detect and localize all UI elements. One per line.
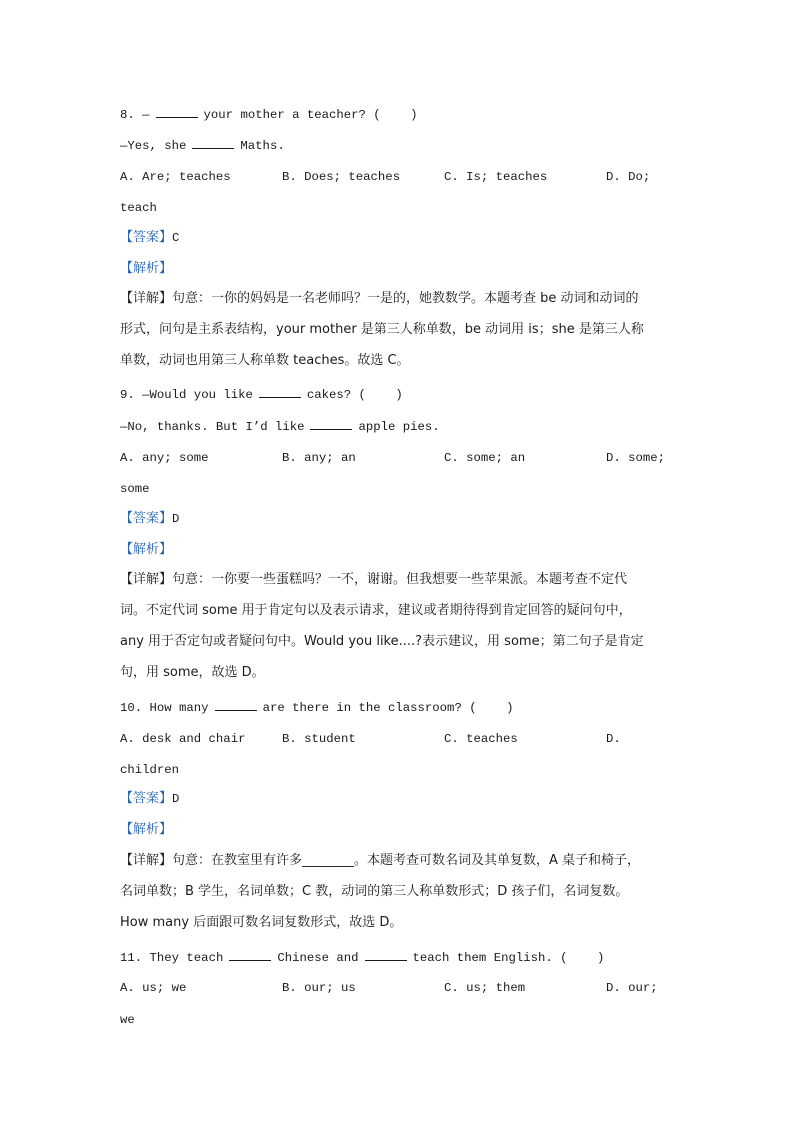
analysis-tag-line: [120, 821, 172, 838]
option-d-continued: some: [120, 482, 150, 496]
detail-line: 【详解】句意：在教室里有许多________。本题考查可数名词及其单复数，A 桌子和椅子，: [120, 853, 641, 868]
answer-tag: 【答案】: [120, 791, 173, 806]
option-d: D. our;: [606, 981, 658, 995]
detail-line: 单数，动词也用第三人称单数 teaches。故选 C。: [120, 353, 410, 368]
answer-blank: [310, 418, 352, 430]
detail-line: 名词单数；B 学生，名词单数；C 教，动词的第三人称单数形式；D 孩子们，名词复数。: [120, 884, 629, 899]
answer-value: D: [172, 512, 180, 526]
option-b: B. any; an: [282, 451, 356, 465]
option-a: A. us; we: [120, 981, 187, 995]
analysis-tag-line: [120, 260, 172, 277]
answer-blank: [259, 386, 301, 398]
option-d-continued: children: [120, 763, 180, 777]
option-d: D. some;: [606, 451, 666, 465]
detail-line: 词。不定代词 some 用于肯定句以及表示请求，建议或者期待得到肯定回答的疑问句中，: [120, 603, 632, 618]
option-d: D. Do;: [606, 170, 651, 184]
option-a: A. any; some: [120, 451, 209, 465]
answer-blank: [156, 106, 198, 118]
answer-tag: 【答案】: [120, 511, 173, 526]
detail-tag: 【详解】: [120, 291, 173, 306]
answer-blank: [215, 699, 257, 711]
option-d-continued: teach: [120, 201, 157, 215]
analysis-tag: 【解析】: [120, 542, 173, 557]
analysis-tag: 【解析】: [120, 261, 173, 276]
question-11-stem: 11. They teach Chinese and teach them English. ( ): [120, 951, 605, 965]
analysis-tag-line: [120, 541, 172, 558]
option-b: B. student: [282, 732, 356, 746]
option-c: C. teaches: [444, 732, 518, 746]
detail-line: How many 后面跟可数名词复数形式，故选 D。: [120, 915, 403, 930]
detail-line: any 用于否定句或者疑问句中。Would you like....?表示建议，用 some；第二句子是肯定: [120, 634, 644, 649]
answer-value: C: [172, 231, 180, 245]
option-b: B. Does; teaches: [282, 170, 401, 184]
question-9-stem: 9. —Would you like cakes? ( ): [120, 388, 403, 402]
question-8-reply: —Yes, she Maths.: [120, 139, 285, 153]
answer-tag: 【答案】: [120, 230, 173, 245]
detail-tag: 【详解】: [120, 853, 173, 868]
option-a: A. desk and chair: [120, 732, 246, 746]
option-c: C. some; an: [444, 451, 526, 465]
option-d: D.: [606, 732, 621, 746]
detail-line: 【详解】句意：一你要一些蛋糕吗？一不，谢谢。但我想要一些苹果派。本题考查不定代: [120, 572, 628, 587]
question-9-reply: —No, thanks. But I’d like apple pies.: [120, 420, 440, 434]
answer-value: D: [172, 792, 180, 806]
answer-blank: [229, 949, 271, 961]
detail-line: 【详解】句意：一你的妈妈是一名老师吗？一是的，她教数学。本题考查 be 动词和动词的: [120, 291, 639, 306]
detail-line: 形式，问句是主系表结构，your mother 是第三人称单数，be 动词用 is；she 是第三人称: [120, 322, 644, 337]
answer-blank: [365, 949, 407, 961]
option-a: A. Are; teaches: [120, 170, 231, 184]
detail-line: 句，用 some，故选 D。: [120, 665, 265, 680]
option-d-continued: we: [120, 1013, 135, 1027]
answer-line: [120, 510, 179, 527]
question-10-stem: 10. How many are there in the classroom? ( ): [120, 701, 514, 715]
option-c: C. Is; teaches: [444, 170, 548, 184]
detail-tag: 【详解】: [120, 572, 173, 587]
answer-blank: [192, 137, 234, 149]
analysis-tag: 【解析】: [120, 822, 173, 837]
option-c: C. us; them: [444, 981, 526, 995]
answer-line: [120, 229, 179, 246]
answer-line: [120, 790, 179, 807]
question-8-stem: 8. — your mother a teacher? ( ): [120, 108, 418, 122]
option-b: B. our; us: [282, 981, 356, 995]
